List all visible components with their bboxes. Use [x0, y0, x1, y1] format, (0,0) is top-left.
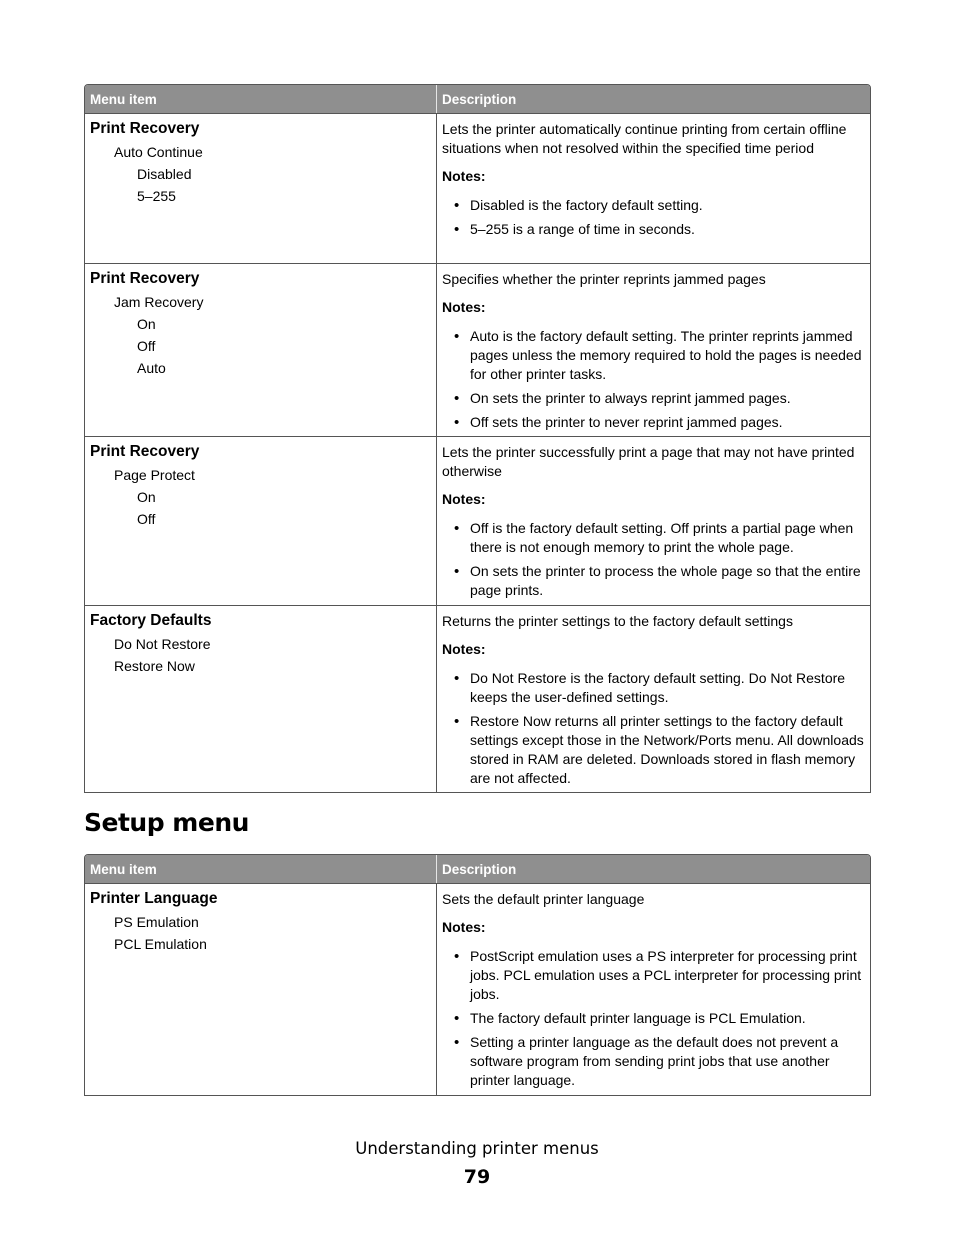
- table-header: [85, 85, 870, 113]
- note-item: • Disabled is the factory default setting.: [470, 196, 866, 215]
- menu-item-title: Print Recovery: [90, 443, 200, 460]
- page-number: 79: [463, 1166, 491, 1188]
- notes-label: Notes:: [442, 299, 486, 315]
- header-description: Description: [442, 862, 517, 877]
- header-menu-item: Menu item: [85, 85, 437, 113]
- submenu-item: Page Protect: [114, 467, 195, 483]
- table-header: [85, 855, 870, 883]
- description-text: Returns the printer settings to the factory default settings: [442, 613, 793, 629]
- notes-list: [442, 327, 866, 432]
- option-value: On: [137, 316, 156, 332]
- note-item: • Auto is the factory default setting. The printer reprints jammed pages unless the memory required to hold the pages is needed for other printer tasks.: [470, 327, 866, 384]
- submenu-item: PS Emulation: [114, 914, 199, 930]
- menu-item-title: Factory Defaults: [90, 612, 212, 629]
- option-value: Disabled: [137, 166, 192, 182]
- menu-item-cell: [85, 264, 437, 436]
- submenu-item: Auto Continue: [114, 144, 203, 160]
- note-item: • Do Not Restore is the factory default setting. Do Not Restore keeps the user-defined settings.: [470, 669, 866, 707]
- notes-list: [442, 947, 866, 1090]
- table-row: [85, 113, 870, 263]
- menu-item-title: Print Recovery: [90, 120, 200, 137]
- notes-list: [442, 519, 866, 600]
- notes-label: Notes:: [442, 491, 486, 507]
- menu-item-cell: [85, 114, 437, 263]
- note-item: • Restore Now returns all printer settings to the factory default settings except those in the Network/Ports menu. All downloads stored in RAM are deleted. Downloads stored in flash memory are not affected.: [470, 712, 866, 788]
- menu-item-cell: [85, 884, 437, 1095]
- description-cell: [437, 437, 870, 605]
- notes-list: [442, 196, 866, 239]
- option-value: 5–255: [137, 188, 176, 204]
- description-cell: [437, 264, 870, 436]
- description-text: Specifies whether the printer reprints jammed pages: [442, 271, 766, 287]
- footer-chapter-title: Understanding printer menus: [355, 1139, 599, 1158]
- description-cell: [437, 884, 870, 1095]
- submenu-item: PCL Emulation: [114, 936, 207, 952]
- notes-label: Notes:: [442, 919, 486, 935]
- submenu-item: Jam Recovery: [114, 294, 204, 310]
- description-cell: [437, 114, 870, 263]
- table-row: [85, 883, 870, 1095]
- header-description: Description: [442, 92, 517, 107]
- table-row: [85, 263, 870, 436]
- menu-item-cell: [85, 437, 437, 605]
- menu-table-setup: [84, 854, 871, 1096]
- submenu-item: Restore Now: [114, 658, 195, 674]
- description-cell: [437, 606, 870, 792]
- note-item: • 5–255 is a range of time in seconds.: [470, 220, 866, 239]
- note-item: • Off sets the printer to never reprint jammed pages.: [470, 413, 866, 432]
- note-item: • PostScript emulation uses a PS interpreter for processing print jobs. PCL emulation uses a PCL interpreter for processing print jobs.: [470, 947, 866, 1004]
- description-text: Sets the default printer language: [442, 891, 645, 907]
- option-value: On: [137, 489, 156, 505]
- option-value: Auto: [137, 360, 166, 376]
- menu-item-title: Printer Language: [90, 890, 218, 907]
- header-menu-item: Menu item: [85, 855, 437, 883]
- note-item: • Off is the factory default setting. Off prints a partial page when there is not enough memory to print the whole page.: [470, 519, 866, 557]
- note-item: • On sets the printer to process the whole page so that the entire page prints.: [470, 562, 866, 600]
- note-item: • Setting a printer language as the default does not prevent a software program from sending print jobs that use another printer language.: [470, 1033, 866, 1090]
- description-text: Lets the printer automatically continue printing from certain offline situations when not resolved within the specified time period: [442, 121, 847, 156]
- note-item: • The factory default printer language is PCL Emulation.: [470, 1009, 866, 1028]
- note-item: • On sets the printer to always reprint jammed pages.: [470, 389, 866, 408]
- notes-label: Notes:: [442, 641, 486, 657]
- notes-label: Notes:: [442, 168, 486, 184]
- description-text: Lets the printer successfully print a page that may not have printed otherwise: [442, 444, 855, 479]
- submenu-item: Do Not Restore: [114, 636, 211, 652]
- menu-item-title: Print Recovery: [90, 270, 200, 287]
- notes-list: [442, 669, 866, 788]
- menu-item-cell: [85, 606, 437, 792]
- table-row: [85, 605, 870, 792]
- option-value: Off: [137, 338, 156, 354]
- table-row: [85, 436, 870, 605]
- section-title: Setup menu: [84, 808, 249, 837]
- option-value: Off: [137, 511, 156, 527]
- menu-table-print-recovery: [84, 84, 871, 793]
